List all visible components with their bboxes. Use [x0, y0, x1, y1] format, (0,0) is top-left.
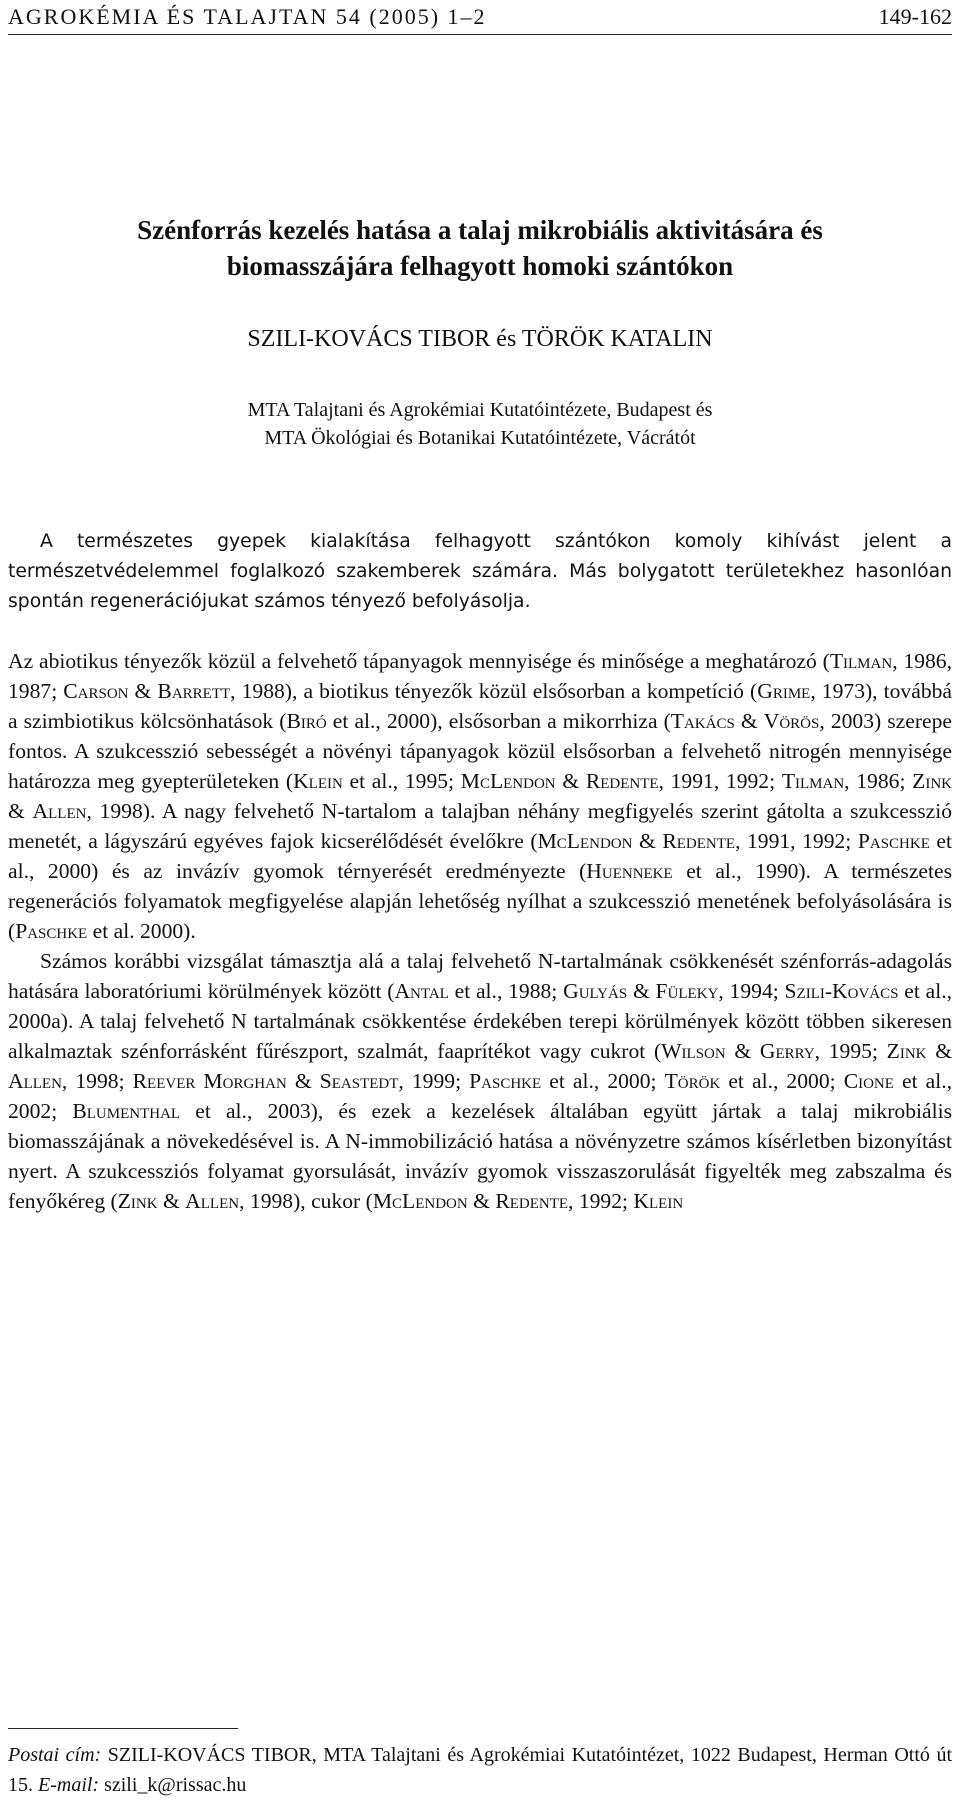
- text-run: , 1998), cukor (: [239, 1189, 373, 1213]
- footnote-divider: [8, 1728, 238, 1729]
- article-title: [40, 212, 920, 284]
- text-run: &: [632, 829, 663, 853]
- text-run: et al., 1990). A természetes regenerációs folyamatok megfigyelése alapján lehetőség nyílhat a szukcesszió menetének befolyásolására is (: [8, 859, 952, 943]
- text-run: &: [555, 769, 586, 793]
- citation-author: Grime: [757, 679, 811, 703]
- citation-author: Allen: [32, 799, 87, 823]
- citation-author: Klein: [633, 1189, 684, 1213]
- text-run: , 1986, 1987;: [8, 649, 952, 703]
- citation-author: Wilson: [661, 1039, 726, 1063]
- citation-author: Blumenthal: [72, 1099, 181, 1123]
- text-run: , 1991, 1992;: [658, 769, 782, 793]
- text-run: &: [157, 1189, 186, 1213]
- citation-author: Reever Morghan: [132, 1069, 287, 1093]
- text-run: &: [286, 1069, 320, 1093]
- citation-author: Paschke: [857, 829, 930, 853]
- citation-author: Redente: [495, 1189, 569, 1213]
- email-label: E-mail:: [38, 1774, 100, 1796]
- citation-author: Vörös: [763, 709, 820, 733]
- page-range: 149-162: [878, 4, 952, 29]
- citation-author: Zink: [117, 1189, 158, 1213]
- citation-author: Carson: [63, 679, 129, 703]
- text-run: , 1999;: [398, 1069, 470, 1093]
- citation-author: Huenneke: [586, 859, 673, 883]
- text-run: et al. 2000).: [87, 919, 196, 943]
- citation-author: Paschke: [469, 1069, 542, 1093]
- text-run: et al., 2000;: [541, 1069, 665, 1093]
- affiliations: [40, 396, 920, 452]
- citation-author: Redente: [585, 769, 659, 793]
- affiliation-line-2: MTA Ökológiai és Botanikai Kutatóintézete, Vácrátót: [264, 427, 696, 449]
- citation-author: Paschke: [15, 919, 88, 943]
- text-run: Az abiotikus tényezők közül a felvehető tápanyagok mennyisége és minősége a meghatározó (: [8, 649, 830, 673]
- text-run: , 1988), a biotikus tényezők közül elsősorban a kompetíció (: [230, 679, 758, 703]
- body-paragraph-1: [8, 646, 952, 946]
- citation-author: Füleky: [655, 979, 719, 1003]
- body-paragraph-2: [8, 946, 952, 1216]
- citation-author: McLendon: [460, 769, 556, 793]
- text-run: , 1973), továbbá a szimbiotikus kölcsönhatások (: [8, 679, 952, 733]
- citation-author: Török: [664, 1069, 721, 1093]
- text-run: , 1998;: [61, 1069, 133, 1093]
- text-run: , 1995;: [814, 1039, 887, 1063]
- citation-author: Gerry: [759, 1039, 815, 1063]
- author-list: SZILI-KOVÁCS TIBOR és TÖRÖK KATALIN: [247, 326, 713, 352]
- text-run: , 1994;: [718, 979, 785, 1003]
- running-header: [8, 0, 952, 35]
- text-run: et al., 2000), elsősorban a mikorrhiza (: [326, 709, 671, 733]
- citation-author: McLendon: [372, 1189, 468, 1213]
- text-run: et al., 2002;: [8, 1069, 953, 1123]
- text-run: &: [926, 1039, 952, 1063]
- text-run: &: [734, 709, 764, 733]
- title-line-1: Szénforrás kezelés hatása a talaj mikrobiális aktivitására és: [137, 215, 823, 245]
- citation-author: Allen: [8, 1069, 62, 1093]
- abstract: A természetes gyepek kialakítása felhagyott szántókon komoly kihívást jelent a természetvédelemmel foglalkozó szakemberek számára. Más bolygatott területekhez hasonlóan spontán regenerációjukat számos tényező befolyásolja.: [8, 531, 952, 612]
- citation-author: Szili-Kovács: [784, 979, 899, 1003]
- citation-author: Tilman: [829, 649, 893, 673]
- text-run: , 1991, 1992;: [735, 829, 858, 853]
- citation-author: Allen: [185, 1189, 240, 1213]
- citation-author: Cione: [843, 1069, 894, 1093]
- text-run: et al., 1995;: [342, 769, 461, 793]
- citation-author: Barrett: [157, 679, 231, 703]
- citation-author: Gulyás: [563, 979, 628, 1003]
- text-run: Számos korábbi vizsgálat támasztja alá a talaj felvehető N-tartalmának csökkenését szénforrás-adagolás hatására laboratóriumi körülmények között (: [8, 949, 952, 1003]
- text-run: , 1998). A nagy felvehető N-tartalom a talajban néhány megfigyelés szerint gátolta a szukcesszió menetét, a lágyszárú egyéves fajok kicserélődését évelőkre (: [8, 799, 952, 853]
- citation-author: Seastedt: [319, 1069, 399, 1093]
- text-run: , 1992;: [568, 1189, 634, 1213]
- footnote-postal-address: [8, 1740, 952, 1800]
- citation-author: Tilman: [781, 769, 845, 793]
- affiliation-line-1: MTA Talajtani és Agrokémiai Kutatóintézete, Budapest és: [247, 399, 713, 421]
- citation-author: Takács: [670, 709, 735, 733]
- citation-author: Zink: [912, 769, 953, 793]
- text-run: &: [128, 679, 158, 703]
- main-text: [8, 646, 952, 1216]
- journal-citation: AGROKÉMIA ÉS TALAJTAN 54 (2005) 1–2: [8, 4, 487, 29]
- citation-author: Zink: [886, 1039, 927, 1063]
- text-run: et al., 2000a). A talaj felvehető N tartalmának csökkentése érdekében terepi körülmények között többen sikeresen alkalmaztak szénforrásként fűrészport, szalmát, faaprítékot vagy cukrot (: [8, 979, 953, 1063]
- text-run: &: [8, 799, 33, 823]
- text-run: et al., 2003), és ezek a kezelések általában együtt jártak a talaj mikrobiális biomasszájának a növekedésével is. A N-immobilizáció hatása a növényzetre számos kísérletben bizonyítást nyert. A szukcessziós folyamat gyorsulását, invázív gyomok visszaszorulását figyelték meg zabszalma és fenyőkéreg (: [8, 1099, 952, 1213]
- text-run: , 2003) szerepe fontos. A szukcesszió sebességét a növényi tápanyagok közül elsősorban a felvehető nitrogén mennyisége határozza meg gyepterületeken (: [8, 709, 952, 793]
- citation-author: Klein: [293, 769, 343, 793]
- postal-address-text: SZILI-KOVÁCS TIBOR, MTA Talajtani és Agrokémiai Kutatóintézet, 1022 Budapest, Herman Ottó út 15.: [8, 1744, 952, 1796]
- postal-label: Postai cím:: [8, 1744, 102, 1766]
- citation-author: Antal: [394, 979, 449, 1003]
- title-line-2: biomasszájára felhagyott homoki szántókon: [226, 251, 734, 281]
- citation-author: Biró: [286, 709, 327, 733]
- text-run: &: [467, 1189, 496, 1213]
- text-run: et al., 2000;: [720, 1069, 844, 1093]
- citation-author: Redente: [662, 829, 736, 853]
- text-run: et al., 1988;: [448, 979, 564, 1003]
- text-run: et al., 2000) és az invázív gyomok térnyerését eredményezte (: [8, 829, 953, 883]
- text-run: , 1986;: [844, 769, 913, 793]
- email-address[interactable]: szili_k@rissac.hu: [99, 1774, 247, 1796]
- text-run: &: [627, 979, 656, 1003]
- citation-author: McLendon: [537, 829, 633, 853]
- text-run: &: [725, 1039, 760, 1063]
